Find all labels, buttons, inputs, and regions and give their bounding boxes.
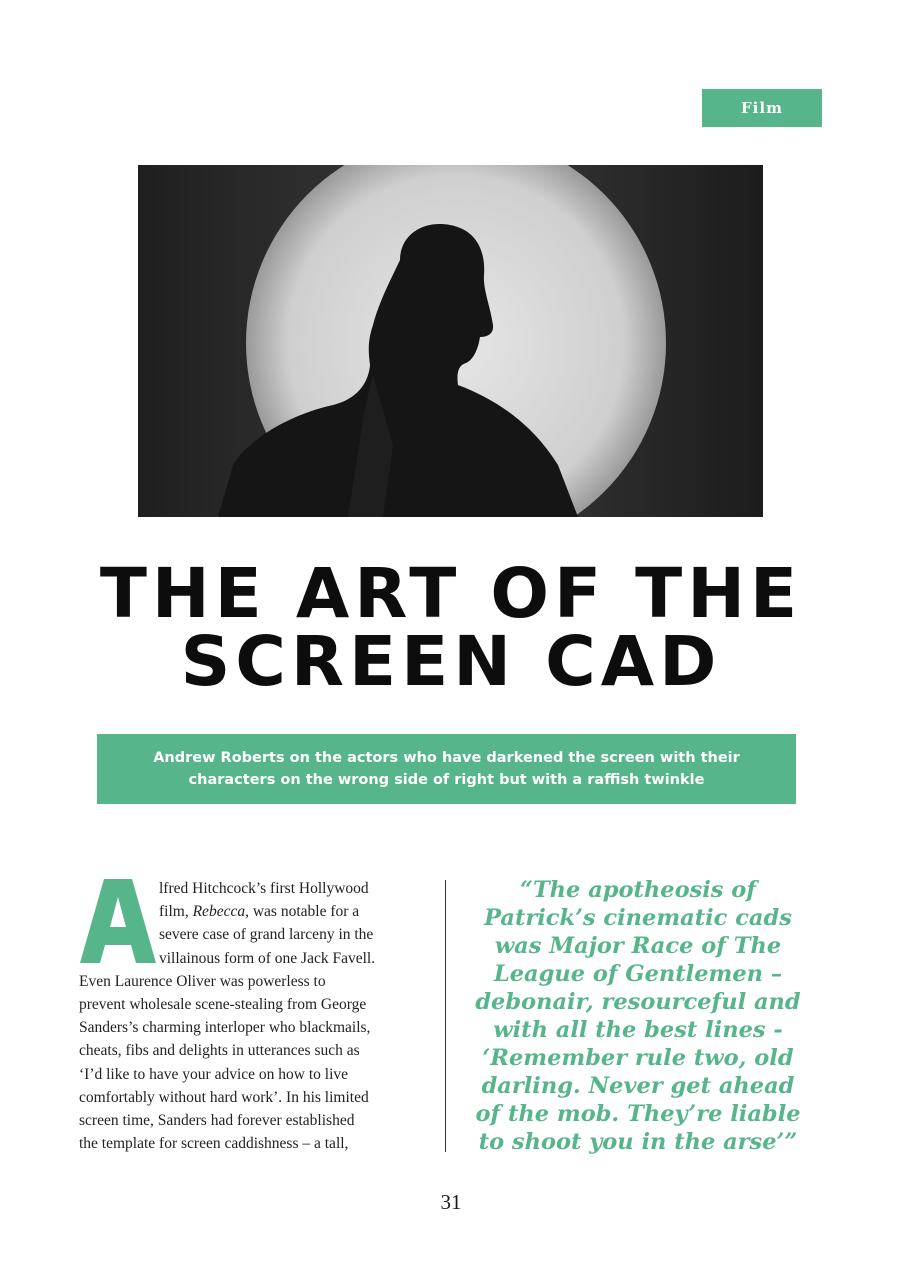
standfirst-line-2: characters on the wrong side of right but with a raffish twinkle [188, 772, 705, 788]
pull-quote-line: to shoot you in the arse’” [478, 1129, 798, 1155]
body-line: ‘I’d like to have your advice on how to live [79, 1065, 349, 1083]
body-text-run: , was notable for a [245, 903, 360, 921]
body-line: Even Laurence Oliver was powerless to [79, 972, 326, 990]
headline-line-1: THE ART OF THE [99, 554, 803, 634]
body-line: the template for screen caddishness – a tall, [79, 1135, 349, 1153]
section-tag: Film [702, 89, 822, 127]
body-line: lfred Hitchcock’s first Hollywood [159, 880, 369, 897]
pull-quote-line: Patrick’s cinematic cads [484, 905, 792, 931]
body-line: cheats, fibs and delights in utterances such as [79, 1042, 360, 1060]
standfirst [97, 734, 796, 804]
page-number: 31 [440, 1190, 462, 1214]
pull-quote-line: of the mob. They’re liable [475, 1101, 801, 1127]
pull-quote [455, 876, 821, 1156]
pull-quote-line: darling. Never get ahead [481, 1073, 795, 1099]
body-line: severe case of grand larceny in the [159, 926, 374, 944]
standfirst-line-1: Andrew Roberts on the actors who have darkened the screen with their [153, 750, 740, 766]
film-title: Rebecca [192, 903, 246, 921]
pull-quote-line: was Major Race of The [494, 933, 782, 959]
pull-quote-line: debonair, resourceful and [475, 989, 801, 1015]
body-line [79, 900, 419, 923]
body-line: Sanders’s charming interloper who blackmails, [79, 1019, 371, 1037]
body-line: prevent wholesale scene-stealing from George [79, 996, 367, 1014]
column-divider [445, 880, 446, 1152]
drop-cap-letter: A [118, 939, 119, 940]
body-text-run: film, [159, 903, 193, 921]
body-line: screen time, Sanders had forever established [79, 1112, 355, 1130]
body-line: comfortably without hard work’. In his limited [79, 1088, 369, 1106]
headline [40, 554, 862, 702]
body-text [79, 877, 419, 1155]
pull-quote-line: with all the best lines - [493, 1017, 783, 1043]
pull-quote-line: ‘Remember rule two, old [482, 1045, 794, 1071]
headline-line-2: SCREEN CAD [180, 622, 722, 702]
body-line: villainous form of one Jack Favell. [159, 949, 376, 967]
pull-quote-line: “The apotheosis of [520, 877, 756, 903]
pull-quote-line: League of Gentlemen – [493, 961, 783, 987]
hero-image [138, 165, 763, 517]
